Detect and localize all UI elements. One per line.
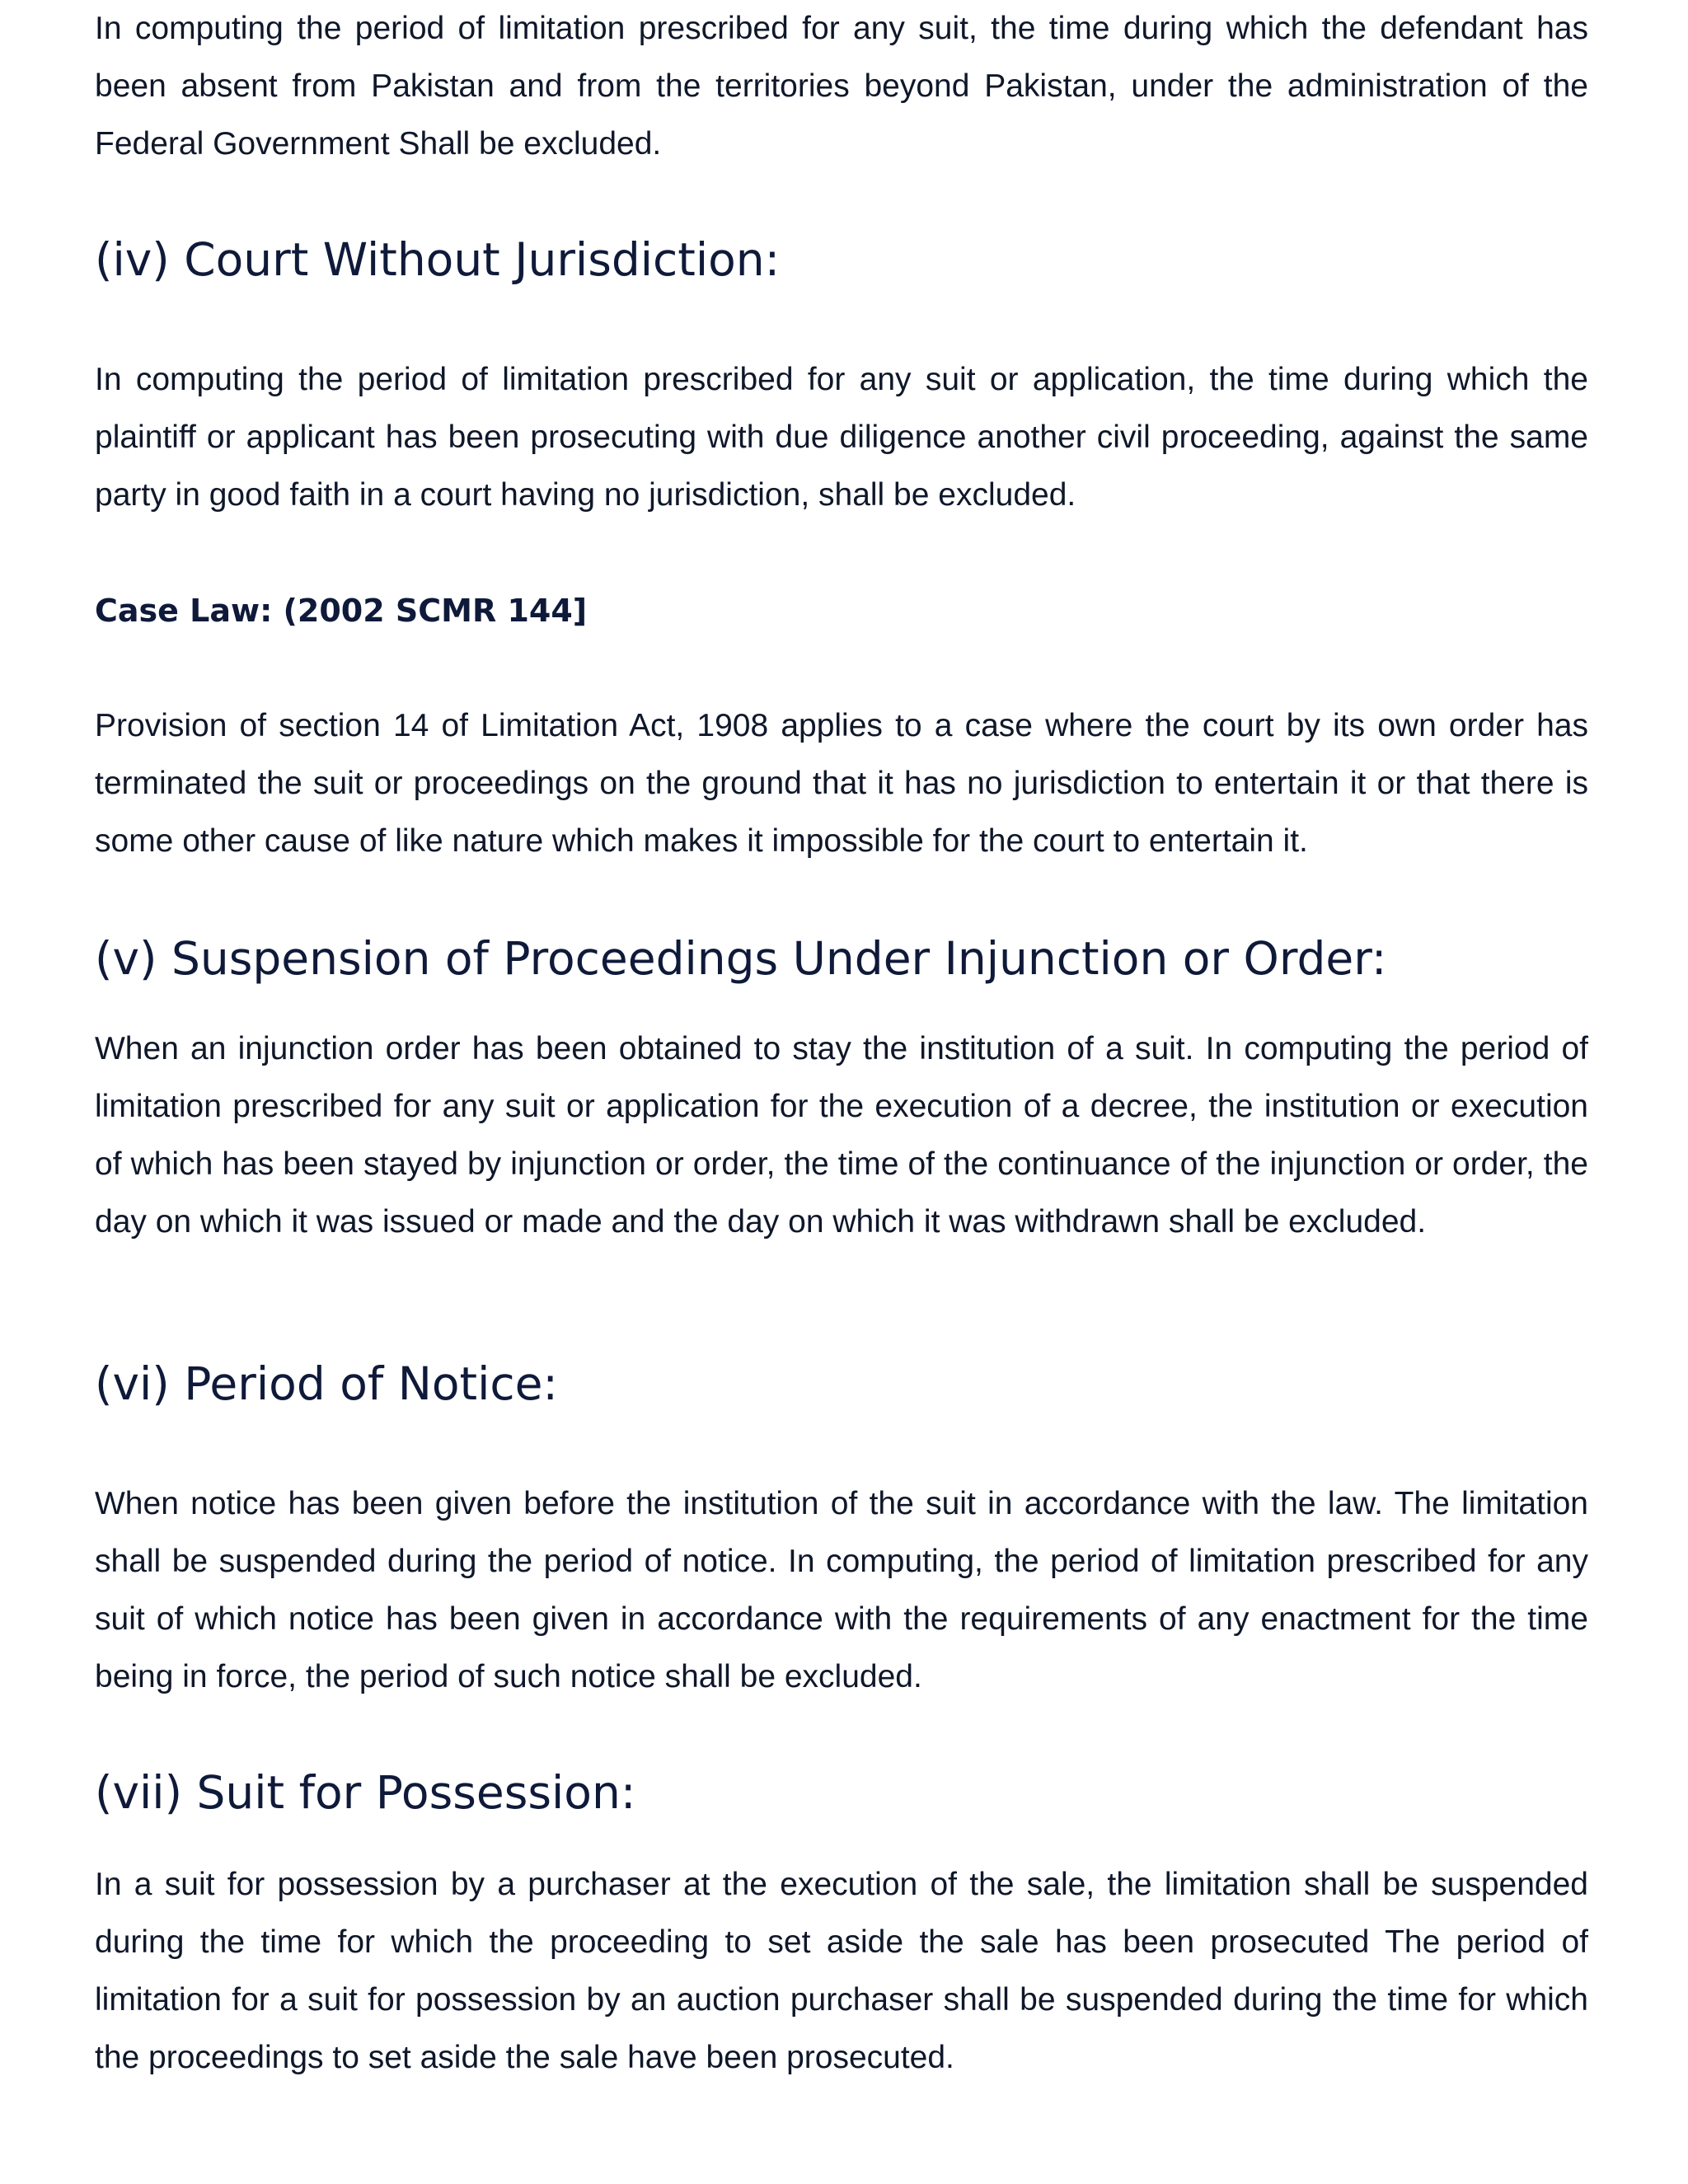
case-law-citation: Case Law: (2002 SCMR 144]	[95, 593, 588, 629]
paragraph-period-of-notice: When notice has been given before the institution of the suit in accordance with the law. The limitation shall be suspended during the period of notice. In computing, the period of limitation prescribed for any suit of which notice has been given in accordance with the requirements of any enactment for the time being in force, the period of such notice shall be excluded.	[95, 1486, 1588, 1694]
paragraph-suit-for-possession: In a suit for possession by a purchaser at the execution of the sale, the limitation shall be suspended during the time for which the proceeding to set aside the sale has been prosecuted The period of limitation for a suit for possession by an auction purchaser shall be suspended during the time for which the proceedings to set aside the sale have been prosecuted.	[95, 1867, 1588, 2075]
heading-period-of-notice: (vi) Period of Notice:	[95, 1357, 558, 1410]
intro-paragraph: In computing the period of limitation prescribed for any suit, the time during which the defendant has been absent from Pakistan and from the territories beyond Pakistan, under the administration of the Federal Government Shall be excluded.	[95, 11, 1588, 162]
heading-suit-for-possession: (vii) Suit for Possession:	[95, 1766, 636, 1819]
heading-suspension-of-proceedings: (v) Suspension of Proceedings Under Injunction or Order:	[95, 932, 1387, 985]
heading-court-without-jurisdiction: (iv) Court Without Jurisdiction:	[95, 233, 781, 286]
paragraph-case-law: Provision of section 14 of Limitation Act, 1908 applies to a case where the court by its own order has terminated the suit or proceedings on the ground that it has no jurisdiction to entertain it or that there is some other cause of like nature which makes it impossible for the court to entertain it.	[95, 708, 1588, 859]
paragraph-court-without-jurisdiction: In computing the period of limitation prescribed for any suit or application, the time during which the plaintiff or applicant has been prosecuting with due diligence another civil proceeding, against the same party in good faith in a court having no jurisdiction, shall be excluded.	[95, 362, 1588, 513]
paragraph-suspension-of-proceedings: When an injunction order has been obtained to stay the institution of a suit. In computing the period of limitation prescribed for any suit or application for the execution of a decree, the institution or execution of which has been stayed by injunction or order, the time of the continuance of the injunction or order, the day on which it was issued or made and the day on which it was withdrawn shall be excluded.	[95, 1031, 1588, 1240]
